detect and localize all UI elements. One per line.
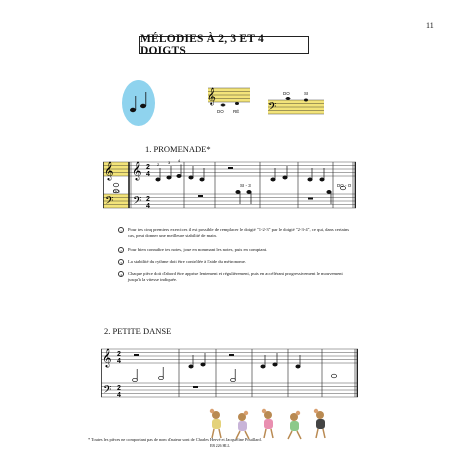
svg-text:2: 2 [117,351,121,358]
svg-text:4: 4 [117,392,121,399]
svg-text:𝄞: 𝄞 [104,163,114,180]
mouse-icon [210,409,221,438]
two-notes-icon [122,80,155,126]
svg-text:2: 2 [157,162,160,167]
svg-text:4: 4 [117,358,121,365]
svg-text:𝄞: 𝄞 [132,163,142,180]
time-sig-bottom: 4 [146,171,150,178]
page-title: MÉLODIES À 2, 3 ET 4 DOIGTS [139,36,309,54]
treble-intro-staff [204,86,250,112]
piece-2-title: 2. PETITE DANSE [104,326,172,336]
footnote: * Toutes les pièces ne comportant pas de nom d'auteur sont de Charles Hervé et Jacqueline Pouillard. [88,437,262,442]
piece-1-si-label: SI - 3 [240,183,251,188]
svg-text:2: 2 [117,385,121,392]
time-sig-top: 2 [146,164,150,171]
intro-note-si: SI [304,91,309,96]
hand-position-illustration [122,80,155,126]
svg-text:2: 2 [146,196,150,203]
svg-text:𝄢: 𝄢 [103,383,112,398]
catalog-number: EB 226 HLL [210,444,230,448]
piece-1-title: 1. PROMENADE* [145,144,211,154]
piece-1-score [103,158,356,218]
intro-note-do-bass: DO [283,91,290,96]
intro-note-do: DO [217,109,224,114]
dancing-mice-illustration [206,407,336,441]
bass-intro-staff [264,96,324,118]
bass-clef-icon: 𝄢 [268,100,277,115]
svg-text:𝄞: 𝄞 [102,350,112,367]
svg-text:4: 4 [146,203,150,210]
treble-clef-icon: 𝄞 [207,88,216,105]
page-number: 11 [426,21,434,30]
piece-2-score [101,345,358,405]
piece-1-do-o-label: DO - O [337,183,352,188]
svg-text:4: 4 [178,158,181,163]
intro-note-re: RÉ [233,109,240,114]
piece-1-do-label: DO [113,189,120,194]
svg-text:𝄢: 𝄢 [133,194,142,209]
svg-text:𝄢: 𝄢 [105,194,114,209]
svg-text:3: 3 [168,160,171,165]
